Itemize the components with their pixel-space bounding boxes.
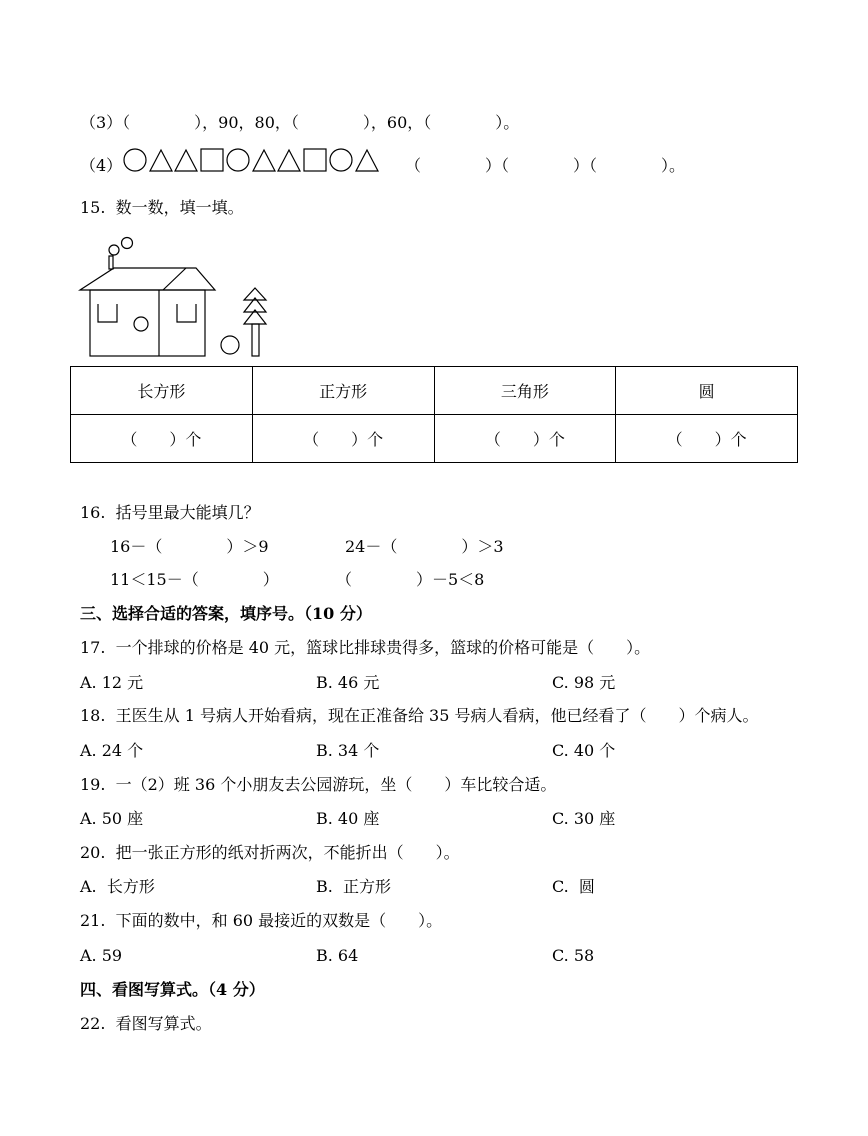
- header-circle: 圆: [616, 367, 798, 415]
- blank-square-count[interactable]: （ ）个: [252, 415, 434, 463]
- q15-title: 15. 数一数，填一填。: [80, 198, 244, 217]
- circle-shape: [134, 317, 148, 331]
- q16-row2b: （ ）－5＜8: [336, 570, 485, 589]
- header-rectangle: 长方形: [71, 367, 253, 415]
- circle-shape: [330, 149, 352, 171]
- q18-text: 18. 王医生从 1 号病人开始看病，现在正准备给 35 号病人看病，他已经看了（ ）个病人。: [80, 706, 759, 725]
- q21-option-b: B. 64: [316, 946, 359, 965]
- q21-text: 21. 下面的数中，和 60 最接近的双数是（ ）。: [80, 911, 443, 930]
- triangle-shape: [278, 150, 300, 171]
- q18-option-c: C. 40 个: [552, 741, 616, 760]
- q18-option-a: A. 24 个: [80, 741, 144, 760]
- q17-text: 17. 一个排球的价格是 40 元，篮球比排球贵得多，篮球的价格可能是（ ）。: [80, 638, 651, 657]
- q17-option-b: B. 46 元: [316, 673, 380, 692]
- blank-rectangle-count[interactable]: （ ）个: [71, 415, 253, 463]
- q21-option-c: C. 58: [552, 946, 595, 965]
- shape-sequence: [122, 147, 400, 173]
- roof: [80, 268, 215, 290]
- circle-shape: [227, 149, 249, 171]
- window: [98, 304, 117, 322]
- header-square: 正方形: [252, 367, 434, 415]
- smoke-circle: [109, 245, 119, 255]
- q16-row2a: 11＜15－（ ）: [110, 570, 279, 589]
- q20-option-c: C. 圆: [552, 877, 595, 896]
- q22-text: 22. 看图写算式。: [80, 1014, 212, 1033]
- circle-shape: [124, 149, 146, 171]
- q17-option-c: C. 98 元: [552, 673, 616, 692]
- q16-row1b: 24－（ ）＞3: [345, 537, 504, 556]
- q14-row3: （3）（ ），90，80，（ ），60，（ ）。: [80, 113, 520, 132]
- section3-title: 三、选择合适的答案，填序号。（10 分）: [80, 604, 372, 623]
- chimney: [109, 256, 113, 269]
- q20-text: 20. 把一张正方形的纸对折两次，不能折出（ ）。: [80, 843, 460, 862]
- q16-row1a: 16－（ ）＞9: [110, 537, 269, 556]
- q21-option-a: A. 59: [80, 946, 123, 965]
- q20-option-a: A. 长方形: [80, 877, 155, 896]
- q19-option-b: B. 40 座: [316, 809, 380, 828]
- section4-title: 四、看图写算式。（4 分）: [80, 980, 265, 999]
- q19-text: 19. 一（2）班 36 个小朋友去公园游玩，坐（ ）车比较合适。: [80, 775, 557, 794]
- blank-circle-count[interactable]: （ ）个: [616, 415, 798, 463]
- q18-option-b: B. 34 个: [316, 741, 380, 760]
- blank-triangle-count[interactable]: （ ）个: [434, 415, 616, 463]
- triangle-shape: [175, 150, 197, 171]
- triangle-shape: [356, 150, 378, 171]
- window: [177, 304, 196, 322]
- square-shape: [201, 149, 223, 171]
- q19-option-a: A. 50 座: [80, 809, 144, 828]
- triangle-shape: [253, 150, 275, 171]
- tree-trunk: [252, 324, 259, 356]
- q14-row4-prefix: （4）: [80, 156, 123, 175]
- circle-shape: [221, 336, 239, 354]
- house-tree-figure: [78, 234, 278, 360]
- q16-title: 16. 括号里最大能填几？: [80, 503, 260, 522]
- shape-count-table: [70, 366, 798, 463]
- header-triangle: 三角形: [434, 367, 616, 415]
- q20-option-b: B. 正方形: [316, 877, 392, 896]
- square-shape: [304, 149, 326, 171]
- triangle-shape: [150, 150, 172, 171]
- q19-option-c: C. 30 座: [552, 809, 616, 828]
- smoke-circle: [122, 238, 133, 249]
- q14-row4-blanks: （ ）（ ）（ ）。: [405, 156, 686, 175]
- q17-option-a: A. 12 元: [80, 673, 144, 692]
